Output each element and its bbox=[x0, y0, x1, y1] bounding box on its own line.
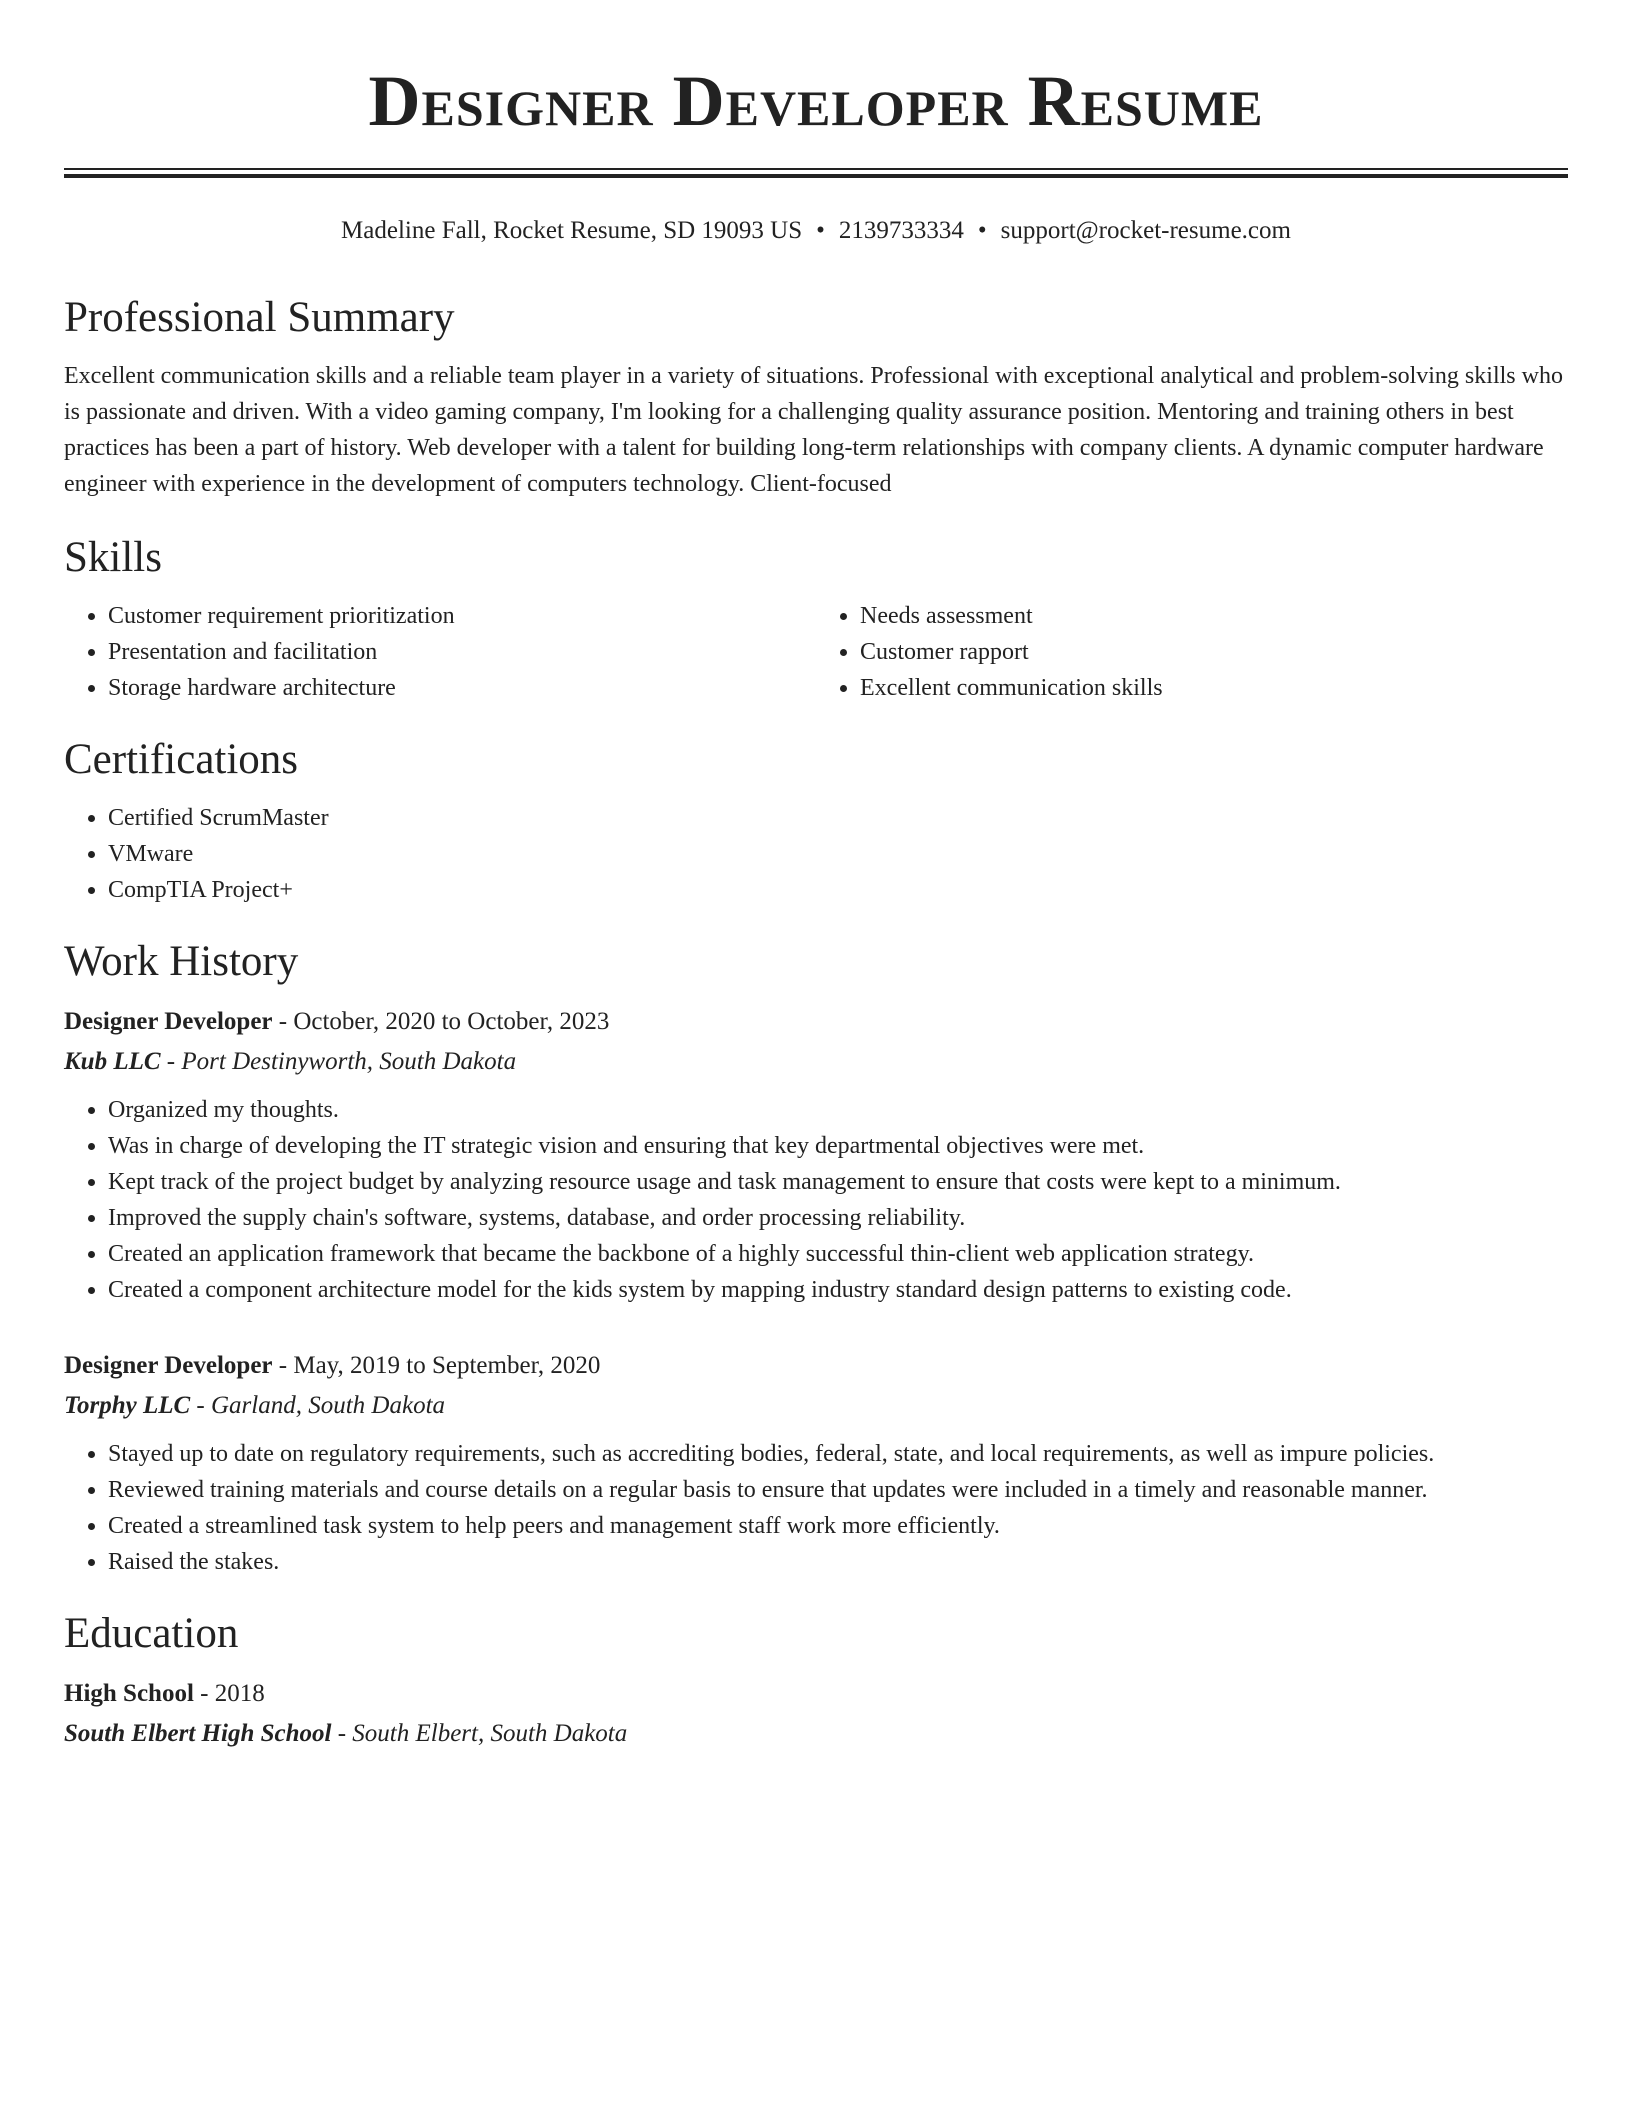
skill-item: • Storage hardware architecture bbox=[108, 670, 816, 706]
certifications-list bbox=[64, 800, 1568, 908]
job-bullet: • Stayed up to date on regulatory requirements, such as accrediting bodies, federal, state, and local requirements, as well as impure policies. bbox=[108, 1436, 1568, 1472]
skills-heading: Skills bbox=[64, 534, 162, 581]
skill-item: • Excellent communication skills bbox=[860, 670, 1568, 706]
contact-separator: • bbox=[816, 217, 825, 244]
contact-address: Madeline Fall, Rocket Resume, SD 19093 US bbox=[341, 217, 803, 244]
job-bullet: • Created an application framework that became the backbone of a highly successful thin-client web application strategy. bbox=[108, 1236, 1568, 1272]
skill-item: • Needs assessment bbox=[860, 598, 1568, 634]
job-bullet: • Improved the supply chain's software, systems, database, and order processing reliability. bbox=[108, 1200, 1568, 1236]
job-location: - Garland, South Dakota bbox=[190, 1392, 446, 1419]
resume-body bbox=[64, 290, 1568, 1754]
job-company: Torphy LLC bbox=[64, 1392, 191, 1419]
education-location: - South Elbert, South Dakota bbox=[331, 1720, 628, 1747]
job-company-line bbox=[64, 1386, 1568, 1426]
job-dates: - May, 2019 to September, 2020 bbox=[272, 1352, 601, 1379]
certification-item: • CompTIA Project+ bbox=[108, 872, 1568, 908]
job-location: - Port Destinyworth, South Dakota bbox=[160, 1048, 517, 1075]
job-company: Kub LLC bbox=[64, 1048, 161, 1075]
skill-item: • Presentation and facilitation bbox=[108, 634, 816, 670]
contact-phone: 2139733334 bbox=[838, 217, 964, 244]
work-history-heading: Work History bbox=[64, 938, 299, 985]
job-title: Designer Developer bbox=[64, 1008, 273, 1035]
resume-title: Designer Developer Resume bbox=[368, 61, 1264, 141]
contact-separator: • bbox=[977, 217, 987, 244]
job-bullets bbox=[64, 1092, 1568, 1308]
education-degree-line bbox=[64, 1674, 1568, 1714]
education-section bbox=[64, 1606, 1568, 1754]
work-history-section bbox=[64, 934, 1568, 1580]
certifications-heading: Certifications bbox=[64, 736, 299, 783]
job-bullet: • Created a streamlined task system to help peers and management staff work more efficiently. bbox=[108, 1508, 1568, 1544]
job-bullet: • Kept track of the project budget by analyzing resource usage and task management to ensure that costs were kept to a minimum. bbox=[108, 1164, 1568, 1200]
job-title-line bbox=[64, 1002, 1568, 1042]
contact-line bbox=[0, 214, 1632, 248]
education-school-line bbox=[64, 1714, 1568, 1754]
certification-item: • Certified ScrumMaster bbox=[108, 800, 1568, 836]
education-heading: Education bbox=[64, 1610, 239, 1657]
job-entry bbox=[64, 1346, 1568, 1580]
education-school: South Elbert High School bbox=[64, 1720, 332, 1747]
skills-section bbox=[64, 530, 1568, 706]
job-bullet: • Created a component architecture model for the kids system by mapping industry standard design patterns to existing code. bbox=[108, 1272, 1568, 1308]
certification-item: • VMware bbox=[108, 836, 1568, 872]
title-divider-thin bbox=[64, 168, 1568, 170]
summary-text: Excellent communication skills and a reliable team player in a variety of situations. Professional with exceptional analytical and problem-solving skills who is passionate and driven. With a video gaming company, I'm looking for a challenging quality assurance position. Mentoring and training others in best practices has been a part of history. Web developer with a talent for building long-term relationships with company clients. A dynamic computer hardware engineer with experience in the development of computers technology. Client-focused bbox=[64, 363, 1563, 497]
job-bullets bbox=[64, 1436, 1568, 1580]
summary-heading: Professional Summary bbox=[64, 294, 455, 341]
skills-list-left bbox=[64, 598, 816, 706]
job-bullet: • Reviewed training materials and course details on a regular basis to ensure that updates were included in a timely and reasonable manner. bbox=[108, 1472, 1568, 1508]
job-entry bbox=[64, 1002, 1568, 1308]
certifications-section bbox=[64, 732, 1568, 908]
job-dates: - October, 2020 to October, 2023 bbox=[272, 1008, 610, 1035]
skill-item: • Customer rapport bbox=[860, 634, 1568, 670]
summary-section bbox=[64, 290, 1568, 502]
education-year: - 2018 bbox=[193, 1680, 265, 1707]
education-degree: High School bbox=[64, 1680, 194, 1707]
skills-columns bbox=[64, 598, 1568, 706]
skills-list-right bbox=[816, 598, 1568, 706]
title-divider-thick bbox=[64, 174, 1568, 178]
job-title: Designer Developer bbox=[64, 1352, 273, 1379]
job-bullet: • Was in charge of developing the IT strategic vision and ensuring that key departmental objectives were met. bbox=[108, 1128, 1568, 1164]
job-company-line bbox=[64, 1042, 1568, 1082]
job-bullet: • Raised the stakes. bbox=[108, 1544, 1568, 1580]
job-title-line bbox=[64, 1346, 1568, 1386]
job-bullet: • Organized my thoughts. bbox=[108, 1092, 1568, 1128]
skill-item: • Customer requirement prioritization bbox=[108, 598, 816, 634]
contact-email: support@rocket-resume.com bbox=[1000, 217, 1291, 244]
